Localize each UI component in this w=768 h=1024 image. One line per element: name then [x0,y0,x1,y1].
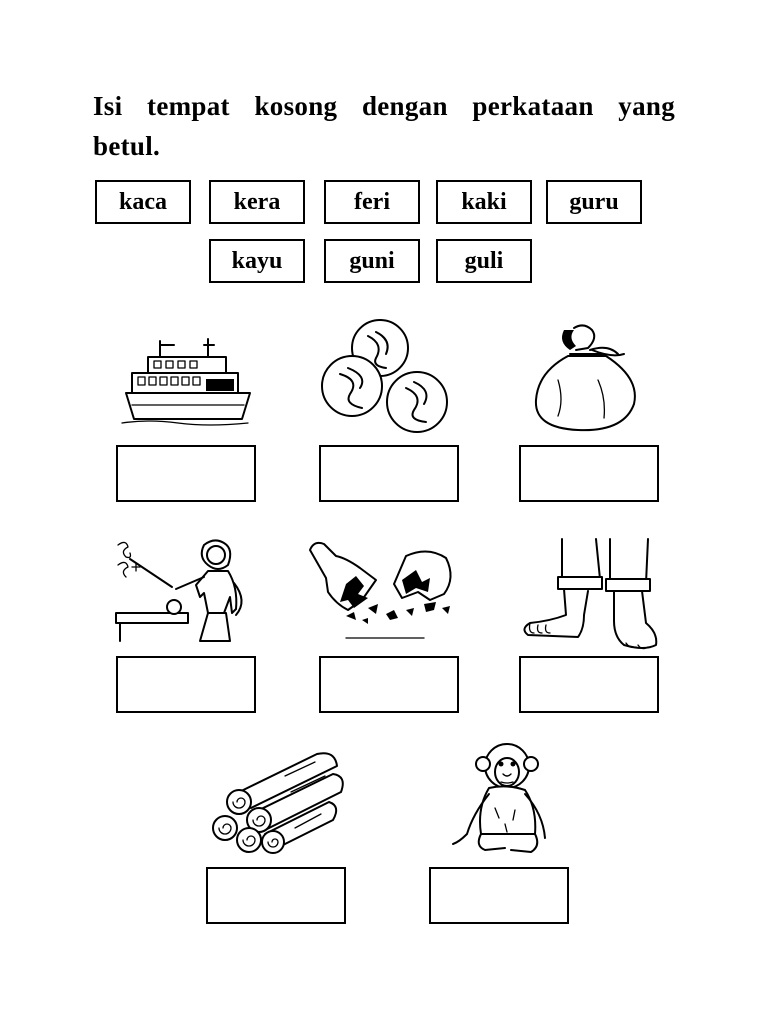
answer-box[interactable] [319,656,459,713]
answer-box[interactable] [206,867,346,924]
word-bank-item [324,180,420,224]
word-bank-label: kaca [119,188,167,215]
answer-box[interactable] [429,867,569,924]
word-bank-item [436,239,532,283]
teacher-icon [112,535,257,645]
answer-box[interactable] [519,656,659,713]
sack-icon [528,320,646,436]
monkey-icon [445,738,565,860]
answer-box[interactable] [319,445,459,502]
word-bank-label: kaki [461,188,507,215]
word-bank-item [324,239,420,283]
word-bank-label: kera [233,188,281,215]
answer-box[interactable] [519,445,659,502]
answer-box[interactable] [116,656,256,713]
word-bank-label: guli [464,247,504,274]
word-bank-label: guni [349,247,395,274]
answer-box[interactable] [116,445,256,502]
word-bank-item [546,180,642,224]
word-bank-label: guru [569,188,619,215]
feet-icon [518,537,663,655]
word-bank-item [209,239,305,283]
instruction-text: Isi tempat kosong dengan perkataan yang betul. [93,91,675,161]
word-bank-label: kayu [231,247,283,274]
marbles-icon [320,318,450,436]
ferry-icon [118,335,258,430]
word-bank-item [209,180,305,224]
word-bank-item [436,180,532,224]
word-bank-label: feri [354,188,390,215]
word-bank-item [95,180,191,224]
wood-logs-icon [205,748,345,858]
broken-glass-icon [306,538,461,648]
